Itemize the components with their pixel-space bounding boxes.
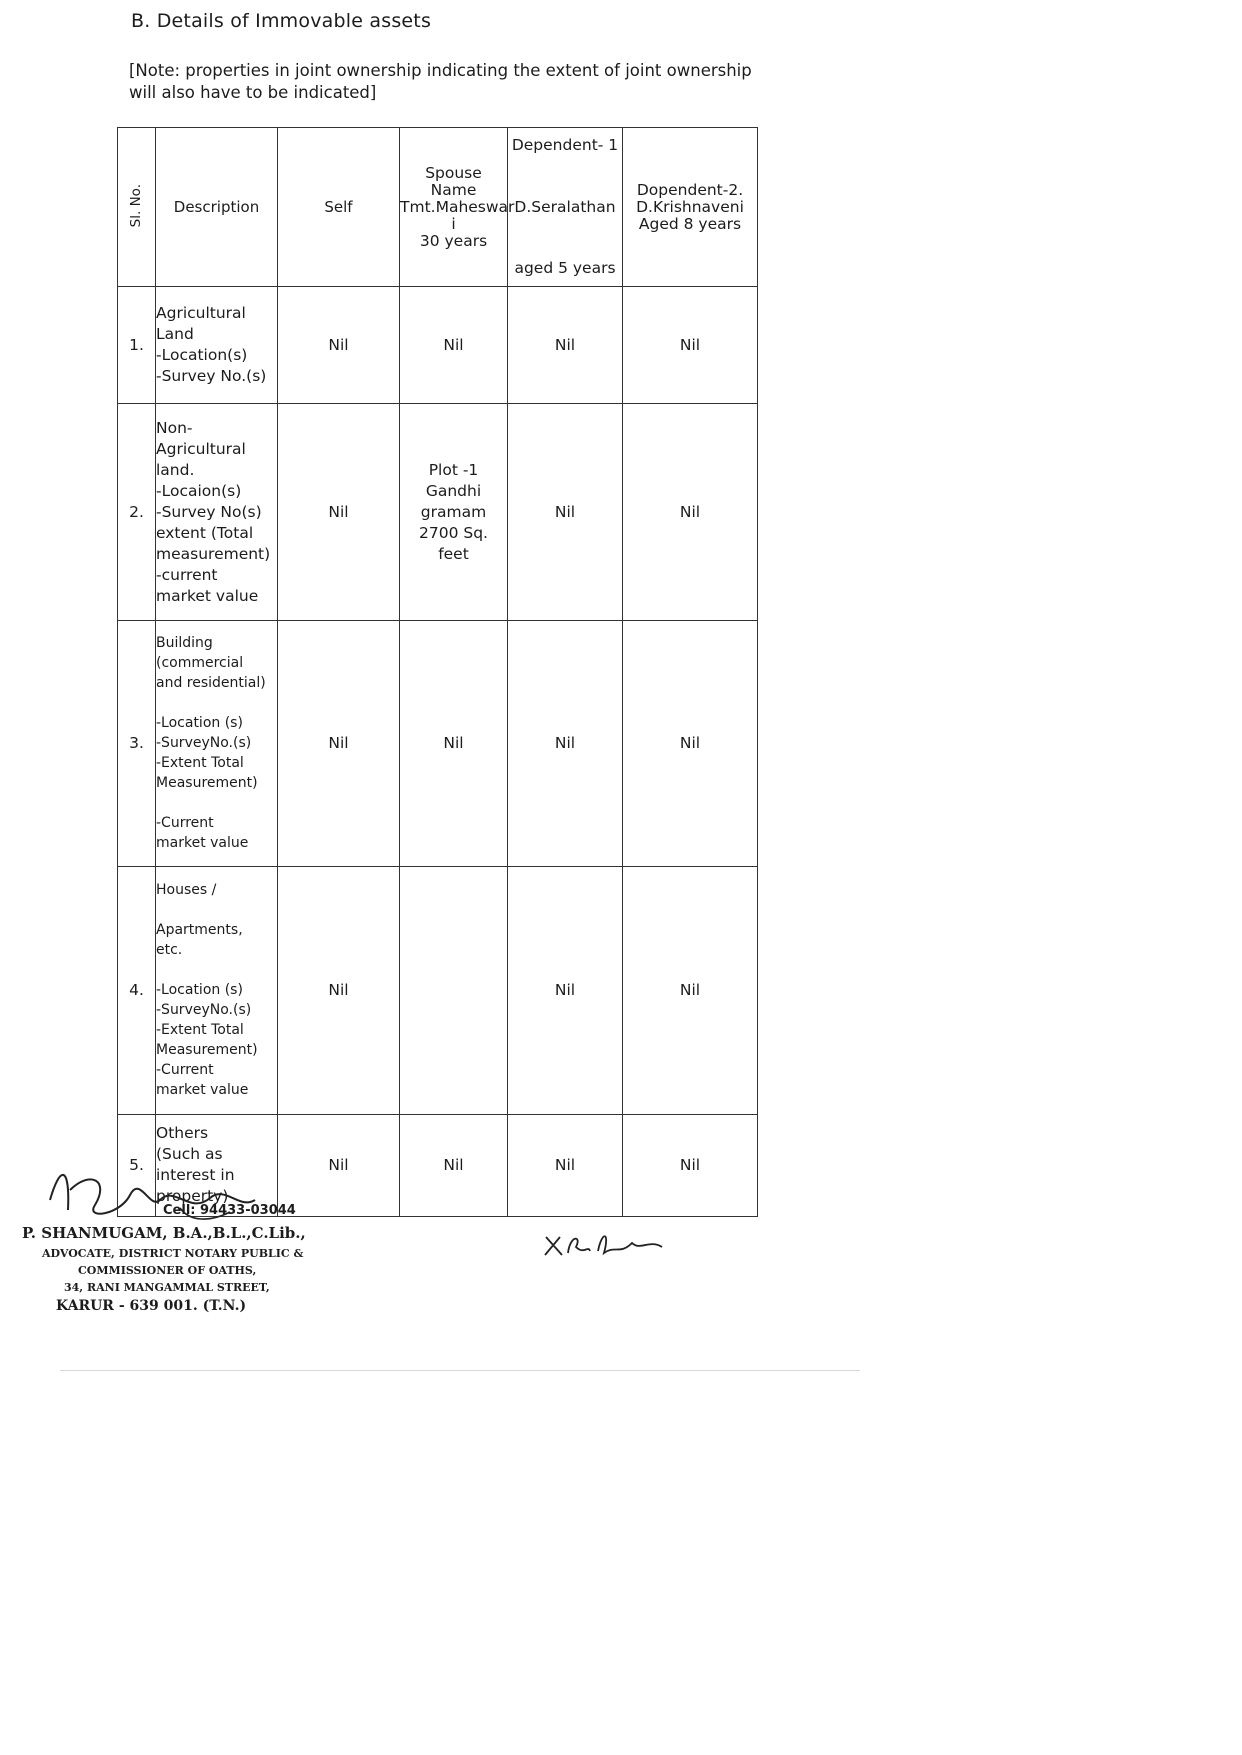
row-spouse-value: [400, 866, 508, 1114]
header-spouse: Spouse Name Tmt.Maheswar i 30 years: [400, 128, 508, 287]
declarant-signature: [540, 1225, 670, 1265]
row-spouse-value: Nil: [400, 621, 508, 866]
row-dependent1-value: Nil: [508, 403, 623, 621]
row-spouse-value: Nil: [400, 1114, 508, 1216]
table-row: [118, 866, 758, 1114]
row-spouse-value: Plot -1 Gandhi gramam 2700 Sq. feet: [400, 403, 508, 621]
row-description: Others (Such as interest in property): [156, 1114, 278, 1216]
joint-ownership-note: [Note: properties in joint ownership indicating the extent of joint ownership will also have to be indicated]: [129, 61, 752, 102]
row-dependent2-value: Nil: [623, 287, 758, 403]
row-sl-no: 2.: [118, 403, 156, 621]
row-sl-no: 4.: [118, 866, 156, 1114]
stamp-name: P. SHANMUGAM, B.A.,B.L.,C.Lib.,: [22, 1224, 306, 1242]
row-sl-no: 1.: [118, 287, 156, 403]
notary-signature: [40, 1160, 280, 1230]
stamp-cell-number: Cell: 94433-03044: [163, 1203, 296, 1218]
immovable-assets-table: [117, 127, 758, 1217]
row-dependent1-value: Nil: [508, 287, 623, 403]
row-description: Houses / Apartments, etc. -Location (s) -SurveyNo.(s) -Extent Total Measurement) -Current market value: [156, 866, 278, 1114]
stamp-line-2: ADVOCATE, DISTRICT NOTARY PUBLIC &: [42, 1247, 304, 1260]
row-sl-no: 3.: [118, 621, 156, 866]
table-row: [118, 287, 758, 403]
header-description: Description: [156, 128, 278, 287]
row-dependent1-value: Nil: [508, 866, 623, 1114]
row-self-value: Nil: [278, 621, 400, 866]
table-header-row: [118, 128, 758, 287]
row-dependent2-value: Nil: [623, 1114, 758, 1216]
row-description: Agricultural Land -Location(s) -Survey No.(s): [156, 287, 278, 403]
stamp-line-3: COMMISSIONER OF OATHS,: [78, 1264, 257, 1277]
table-row: [118, 403, 758, 621]
stamp-line-4: 34, RANI MANGAMMAL STREET,: [64, 1281, 270, 1294]
row-dependent2-value: Nil: [623, 621, 758, 866]
row-dependent1-value: Nil: [508, 621, 623, 866]
row-self-value: Nil: [278, 866, 400, 1114]
header-self: Self: [278, 128, 400, 287]
header-dependent-1: Dependent- 1 D.Seralathan aged 5 years: [508, 128, 623, 287]
row-dependent2-value: Nil: [623, 403, 758, 621]
row-self-value: Nil: [278, 1114, 400, 1216]
row-self-value: Nil: [278, 287, 400, 403]
row-sl-no: 5.: [118, 1114, 156, 1216]
stamp-line-5: KARUR - 639 001. (T.N.): [56, 1298, 247, 1314]
row-description: Non- Agricultural land. -Locaion(s) -Survey No(s) extent (Total measurement) -current market value: [156, 403, 278, 621]
header-sl-no: Sl. No.: [118, 128, 156, 287]
header-dependent-2: Dopendent-2. D.Krishnaveni Aged 8 years: [623, 128, 758, 287]
row-self-value: Nil: [278, 403, 400, 621]
row-spouse-value: Nil: [400, 287, 508, 403]
scan-rule-line: [60, 1370, 860, 1371]
row-dependent1-value: Nil: [508, 1114, 623, 1216]
row-dependent2-value: Nil: [623, 866, 758, 1114]
table-row: [118, 621, 758, 866]
section-heading: B. Details of Immovable assets: [131, 10, 432, 32]
row-description: Building (commercial and residential) -Location (s) -SurveyNo.(s) -Extent Total Measurement) -Current market value: [156, 621, 278, 866]
